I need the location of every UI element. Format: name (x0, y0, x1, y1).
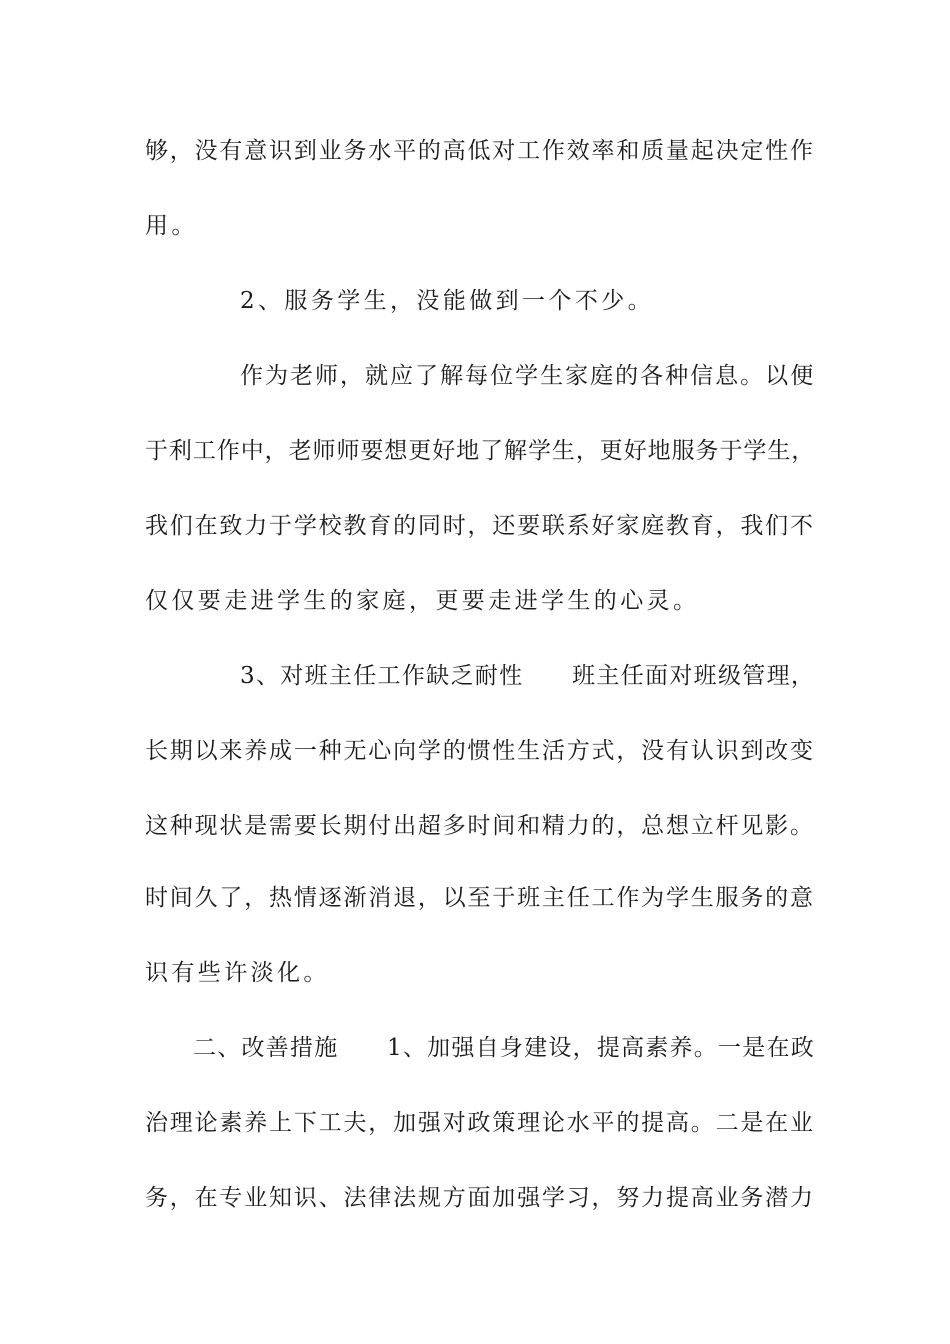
text-line: 仅仅要走进学生的家庭，更要走进学生的心灵。 (145, 588, 700, 614)
text-line: 用。 (145, 213, 198, 239)
text-line: 3、对班主任工作缺乏耐性 班主任面对班级管理， (240, 663, 816, 689)
text-line: 二、改善措施 1、加强自身建设，提高素养。一是在政 (193, 1035, 816, 1061)
text-line: 务，在专业知识、法律法规方面加强学习，努力提高业务潜力 (145, 1185, 815, 1211)
text-line: 作为老师，就应了解每位学生家庭的各种信息。以便 (240, 363, 816, 389)
text-line: 时间久了，热情逐渐消退，以至于班主任工作为学生服务的意 (145, 885, 815, 911)
text-line: 于利工作中，老师师要想更好地了解学生，更好地服务于学生， (145, 438, 816, 464)
text-line: 识有些许淡化。 (145, 960, 330, 986)
text-line: 2、服务学生，没能做到一个不少。 (240, 288, 655, 314)
text-line: 够，没有意识到业务水平的高低对工作效率和质量起决定性作 (145, 138, 815, 164)
text-line: 治理论素养上下工夫，加强对政策理论水平的提高。二是在业 (145, 1110, 815, 1136)
text-line: 长期以来养成一种无心向学的惯性生活方式，没有认识到改变 (145, 738, 815, 764)
text-line: 我们在致力于学校教育的同时，还要联系好家庭教育，我们不 (145, 513, 815, 539)
text-line: 这种现状是需要长期付出超多时间和精力的，总想立杆见影。 (145, 813, 815, 839)
